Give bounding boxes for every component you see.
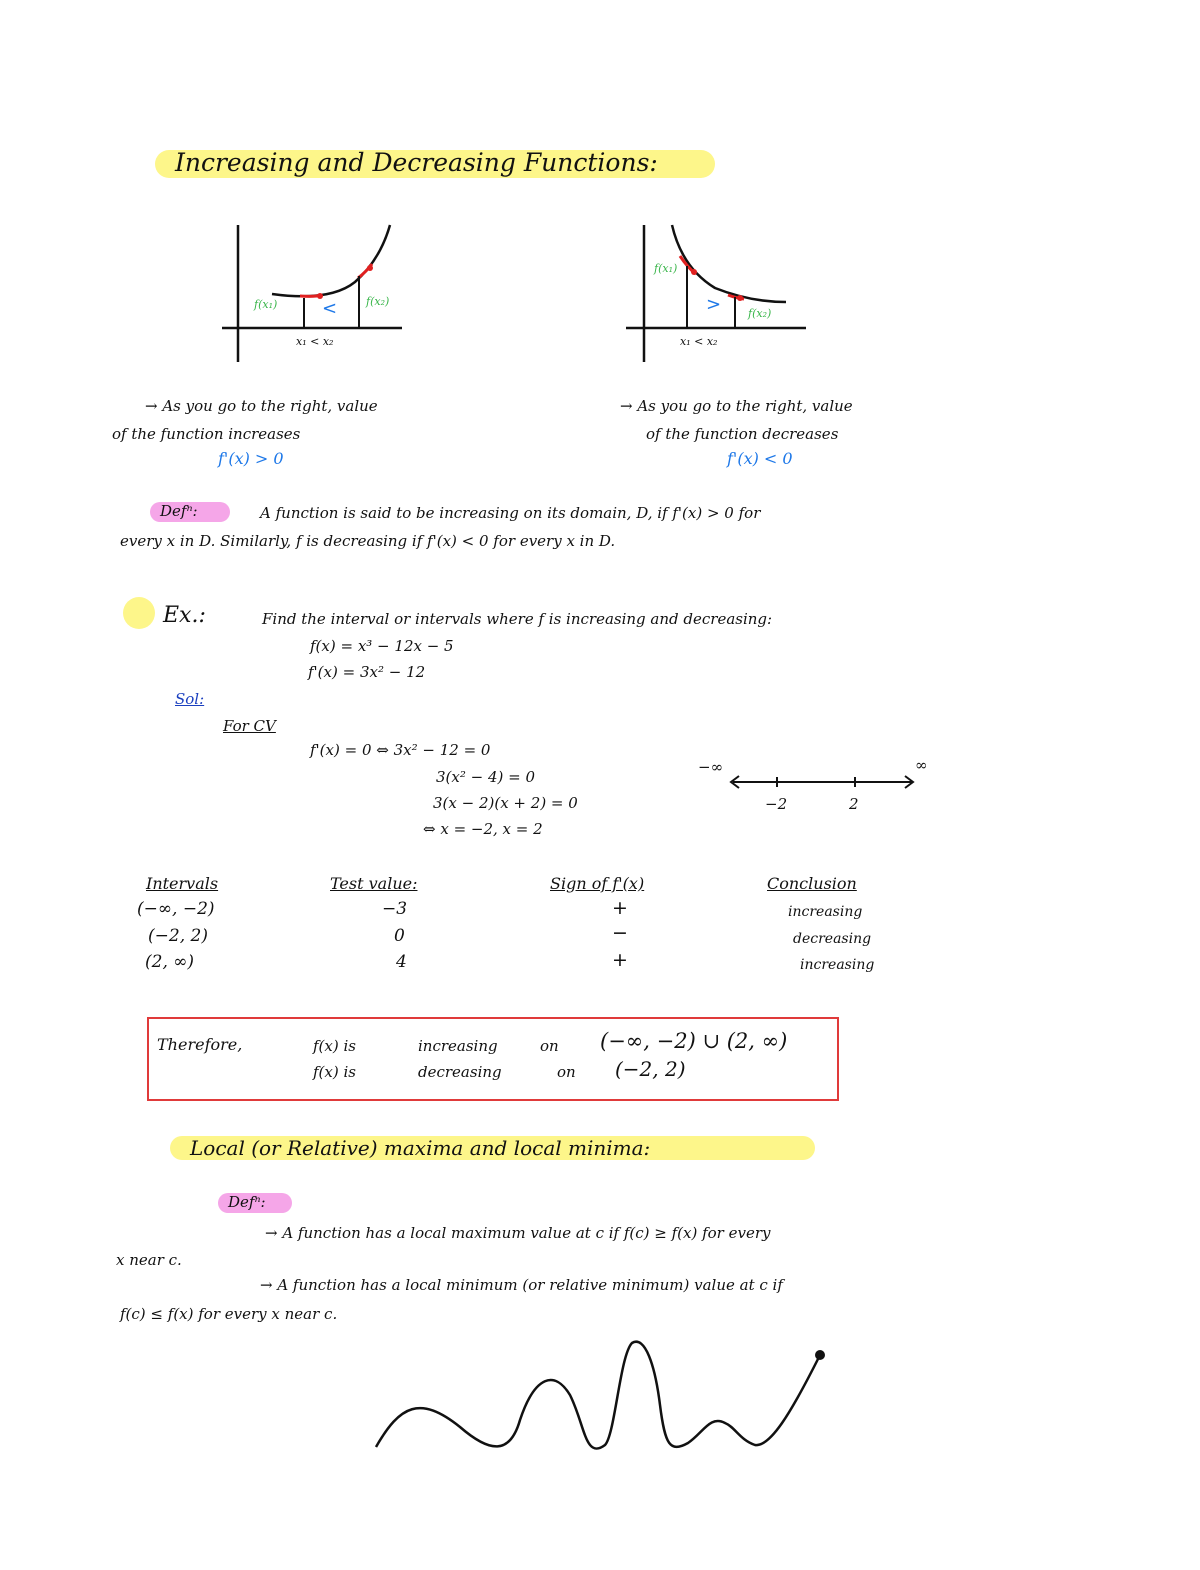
- row1-sign: +: [612, 897, 628, 919]
- right-compare-sign: >: [706, 294, 722, 315]
- box-line1-interval: (−∞, −2) ∪ (2, ∞): [600, 1029, 788, 1053]
- step-1: f'(x) = 0 ⇔ 3x² − 12 = 0: [310, 741, 491, 759]
- definition2-label: Defⁿ:: [228, 1193, 266, 1211]
- example-prompt: Find the interval or intervals where f is increasing and decreasing:: [262, 610, 773, 628]
- example-dot: [123, 597, 155, 629]
- definition-label: Defⁿ:: [160, 502, 198, 520]
- numberline-tick-neg2: −2: [765, 795, 788, 813]
- local-extrema-curve: [370, 1335, 850, 1455]
- row1-conclusion: increasing: [788, 904, 863, 920]
- graph-decreasing: [620, 220, 820, 365]
- numberline-pos-infinity: ∞: [915, 756, 928, 774]
- left-compare-sign: <: [322, 298, 338, 319]
- local-min-line1: → A function has a local minimum (or relative minimum) value at c if: [260, 1276, 783, 1294]
- row1-interval: (−∞, −2): [137, 899, 215, 919]
- row2-interval: (−2, 2): [148, 926, 208, 946]
- number-line: [725, 768, 925, 798]
- right-fx1-label: f(x₁): [654, 262, 678, 275]
- row3-sign: +: [612, 949, 628, 971]
- table-header-test-value: Test value:: [330, 874, 418, 893]
- therefore-label: Therefore,: [157, 1035, 243, 1054]
- box-line2-interval: (−2, 2): [615, 1057, 686, 1081]
- step-2: 3(x² − 4) = 0: [436, 768, 536, 786]
- table-header-conclusion: Conclusion: [767, 874, 857, 893]
- box-line2-on: on: [557, 1063, 576, 1081]
- note-right-derivative: f'(x) < 0: [727, 449, 793, 468]
- box-line1-on: on: [540, 1037, 559, 1055]
- right-fx2-label: f(x₂): [748, 307, 772, 320]
- example-derivative: f'(x) = 3x² − 12: [308, 663, 426, 681]
- local-max-line2: x near c.: [116, 1251, 182, 1269]
- local-max-line1: → A function has a local maximum value at c if f(c) ≥ f(x) for every: [265, 1224, 771, 1242]
- note-left-line1: → As you go to the right, value: [145, 397, 378, 415]
- numberline-tick-2: 2: [849, 795, 859, 813]
- row2-test: 0: [394, 926, 405, 946]
- row2-sign: −: [612, 922, 628, 944]
- example-function: f(x) = x³ − 12x − 5: [310, 637, 454, 655]
- table-header-sign: Sign of f'(x): [550, 874, 645, 893]
- note-left-line2: of the function increases: [112, 425, 301, 443]
- box-line1-word: increasing: [418, 1037, 498, 1055]
- note-right-line2: of the function decreases: [646, 425, 839, 443]
- row2-conclusion: decreasing: [793, 931, 872, 947]
- numberline-neg-infinity: −∞: [698, 758, 724, 776]
- critical-value-label: For CV: [223, 717, 276, 735]
- box-line1-f: f(x) is: [313, 1037, 356, 1055]
- row3-test: 4: [396, 952, 407, 972]
- left-fx1-label: f(x₁): [254, 298, 278, 311]
- local-min-line2: f(c) ≤ f(x) for every x near c.: [120, 1305, 338, 1323]
- example-label: Ex.:: [163, 603, 206, 628]
- row1-test: −3: [382, 899, 408, 919]
- left-x-axis-labels: x₁ < x₂: [296, 335, 334, 348]
- step-3: 3(x − 2)(x + 2) = 0: [433, 794, 578, 812]
- definition-line2: every x in D. Similarly, f is decreasing if f'(x) < 0 for every x in D.: [120, 532, 616, 550]
- note-left-derivative: f'(x) > 0: [218, 449, 284, 468]
- row3-conclusion: increasing: [800, 957, 875, 973]
- section-title-local-extrema: Local (or Relative) maxima and local minima:: [190, 1136, 651, 1160]
- left-fx2-label: f(x₂): [366, 295, 390, 308]
- box-line2-f: f(x) is: [313, 1063, 356, 1081]
- table-header-intervals: Intervals: [146, 874, 219, 893]
- right-x-axis-labels: x₁ < x₂: [680, 335, 718, 348]
- definition-line1: A function is said to be increasing on its domain, D, if f'(x) > 0 for: [260, 504, 761, 522]
- solution-label: Sol:: [175, 690, 205, 708]
- box-line2-word: decreasing: [418, 1063, 502, 1081]
- note-right-line1: → As you go to the right, value: [620, 397, 853, 415]
- row3-interval: (2, ∞): [145, 952, 195, 972]
- section-title-increasing-decreasing: Increasing and Decreasing Functions:: [175, 148, 658, 177]
- step-4: ⇔ x = −2, x = 2: [423, 820, 543, 838]
